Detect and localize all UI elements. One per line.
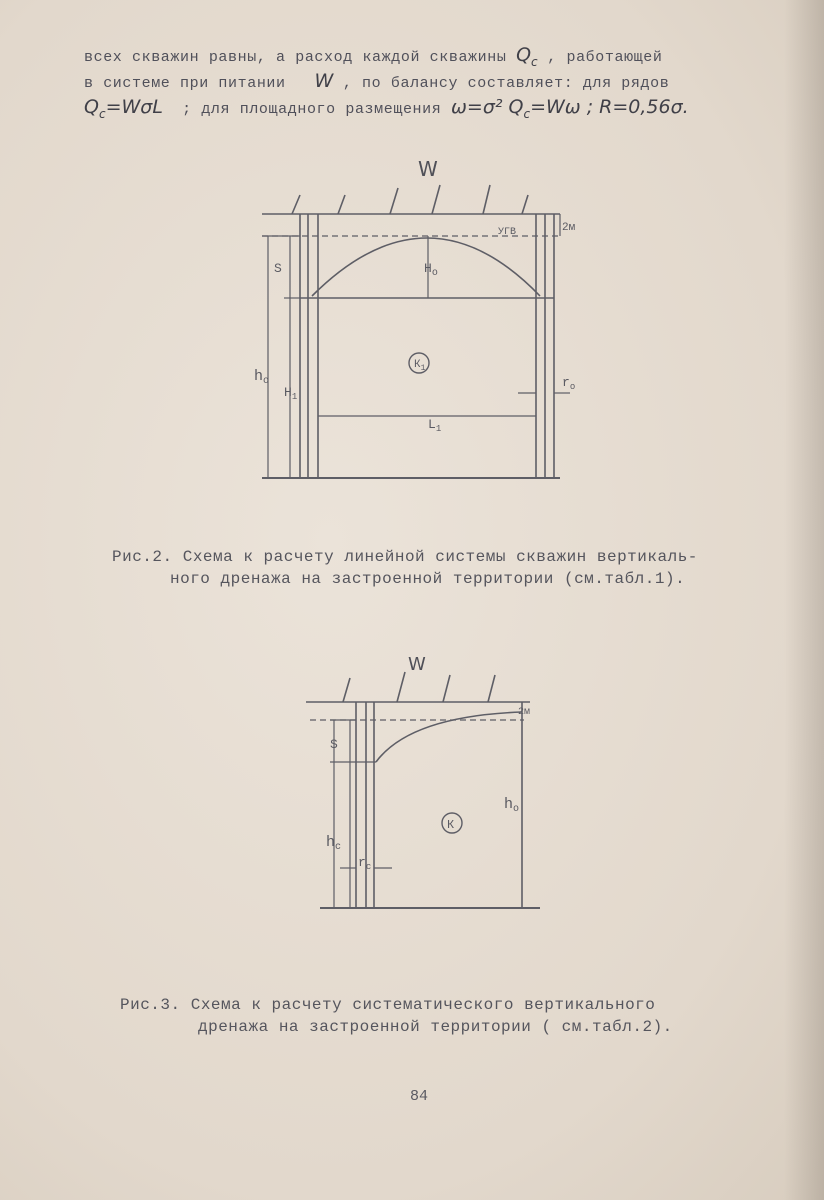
label-subscript: 1 xyxy=(420,364,426,373)
figure-2-caption-2: ного дренажа на застроенной территории (см.табл.1). xyxy=(170,570,686,588)
fig2-label-2m: 2м xyxy=(562,222,576,234)
label-symbol: h xyxy=(254,368,264,385)
formula-rest: =WσL xyxy=(105,96,163,118)
fig3-label-ho xyxy=(504,796,519,815)
fig3-label-w: W xyxy=(408,654,426,675)
label-subscript: o xyxy=(569,382,576,392)
label-subscript: 1 xyxy=(435,424,442,434)
formula-symbol: ω=σ² Q xyxy=(450,96,524,118)
label-symbol: h xyxy=(326,834,336,851)
fig2-label-s: S xyxy=(274,261,282,276)
text-fragment: , по балансу составляет: для рядов xyxy=(342,75,670,92)
label-symbol: L xyxy=(428,417,436,432)
formula-rest: =Wω ; R=0,56σ. xyxy=(530,96,689,118)
label-subscript: o xyxy=(263,376,270,387)
text-fragment: , работающей xyxy=(547,49,663,66)
label-subscript: о xyxy=(431,268,438,279)
label-symbol: Н xyxy=(424,261,432,276)
fig3-label-rc xyxy=(358,855,371,872)
figure-2-caption-1: Рис.2. Схема к расчету линейной системы скважин вертикаль- xyxy=(112,548,698,566)
formula-w: W xyxy=(314,70,334,92)
fig3-label-s: S xyxy=(330,737,338,752)
label-subscript: o xyxy=(513,804,520,815)
label-symbol: К xyxy=(414,359,421,371)
formula-subscript: c xyxy=(523,106,531,121)
formula-subscript: c xyxy=(98,106,106,121)
figure-3-caption-2: дренажа на застроенной территории ( см.табл.2). xyxy=(198,1018,673,1036)
label-subscript: c xyxy=(335,842,342,853)
formula-subscript: c xyxy=(531,54,538,69)
label-symbol: r xyxy=(562,375,570,390)
label-symbol: h xyxy=(504,796,514,813)
page-number: 84 xyxy=(410,1088,429,1105)
fig2-label-w: W xyxy=(418,157,438,181)
label-subscript: c xyxy=(365,862,372,872)
label-symbol: H xyxy=(284,385,292,400)
text-fragment: ; для площадного размещения xyxy=(182,101,442,118)
text-fragment: всех скважин равны, а расход каждой скважины xyxy=(84,49,507,66)
fig3-label-k: К xyxy=(447,818,455,832)
label-symbol: r xyxy=(358,855,366,870)
figure-3-caption-1: Рис.3. Схема к расчету систематического вертикального xyxy=(120,996,656,1014)
fig3-label-2m: 2м xyxy=(518,707,531,718)
formula-symbol: Q xyxy=(516,44,532,66)
label-subscript: 1 xyxy=(291,392,298,402)
text-fragment: в системе при питании xyxy=(84,75,286,92)
fig2-label-ugv: УГВ xyxy=(498,227,517,238)
fig3-label-hc xyxy=(326,834,341,853)
formula-symbol: Q xyxy=(84,96,99,118)
